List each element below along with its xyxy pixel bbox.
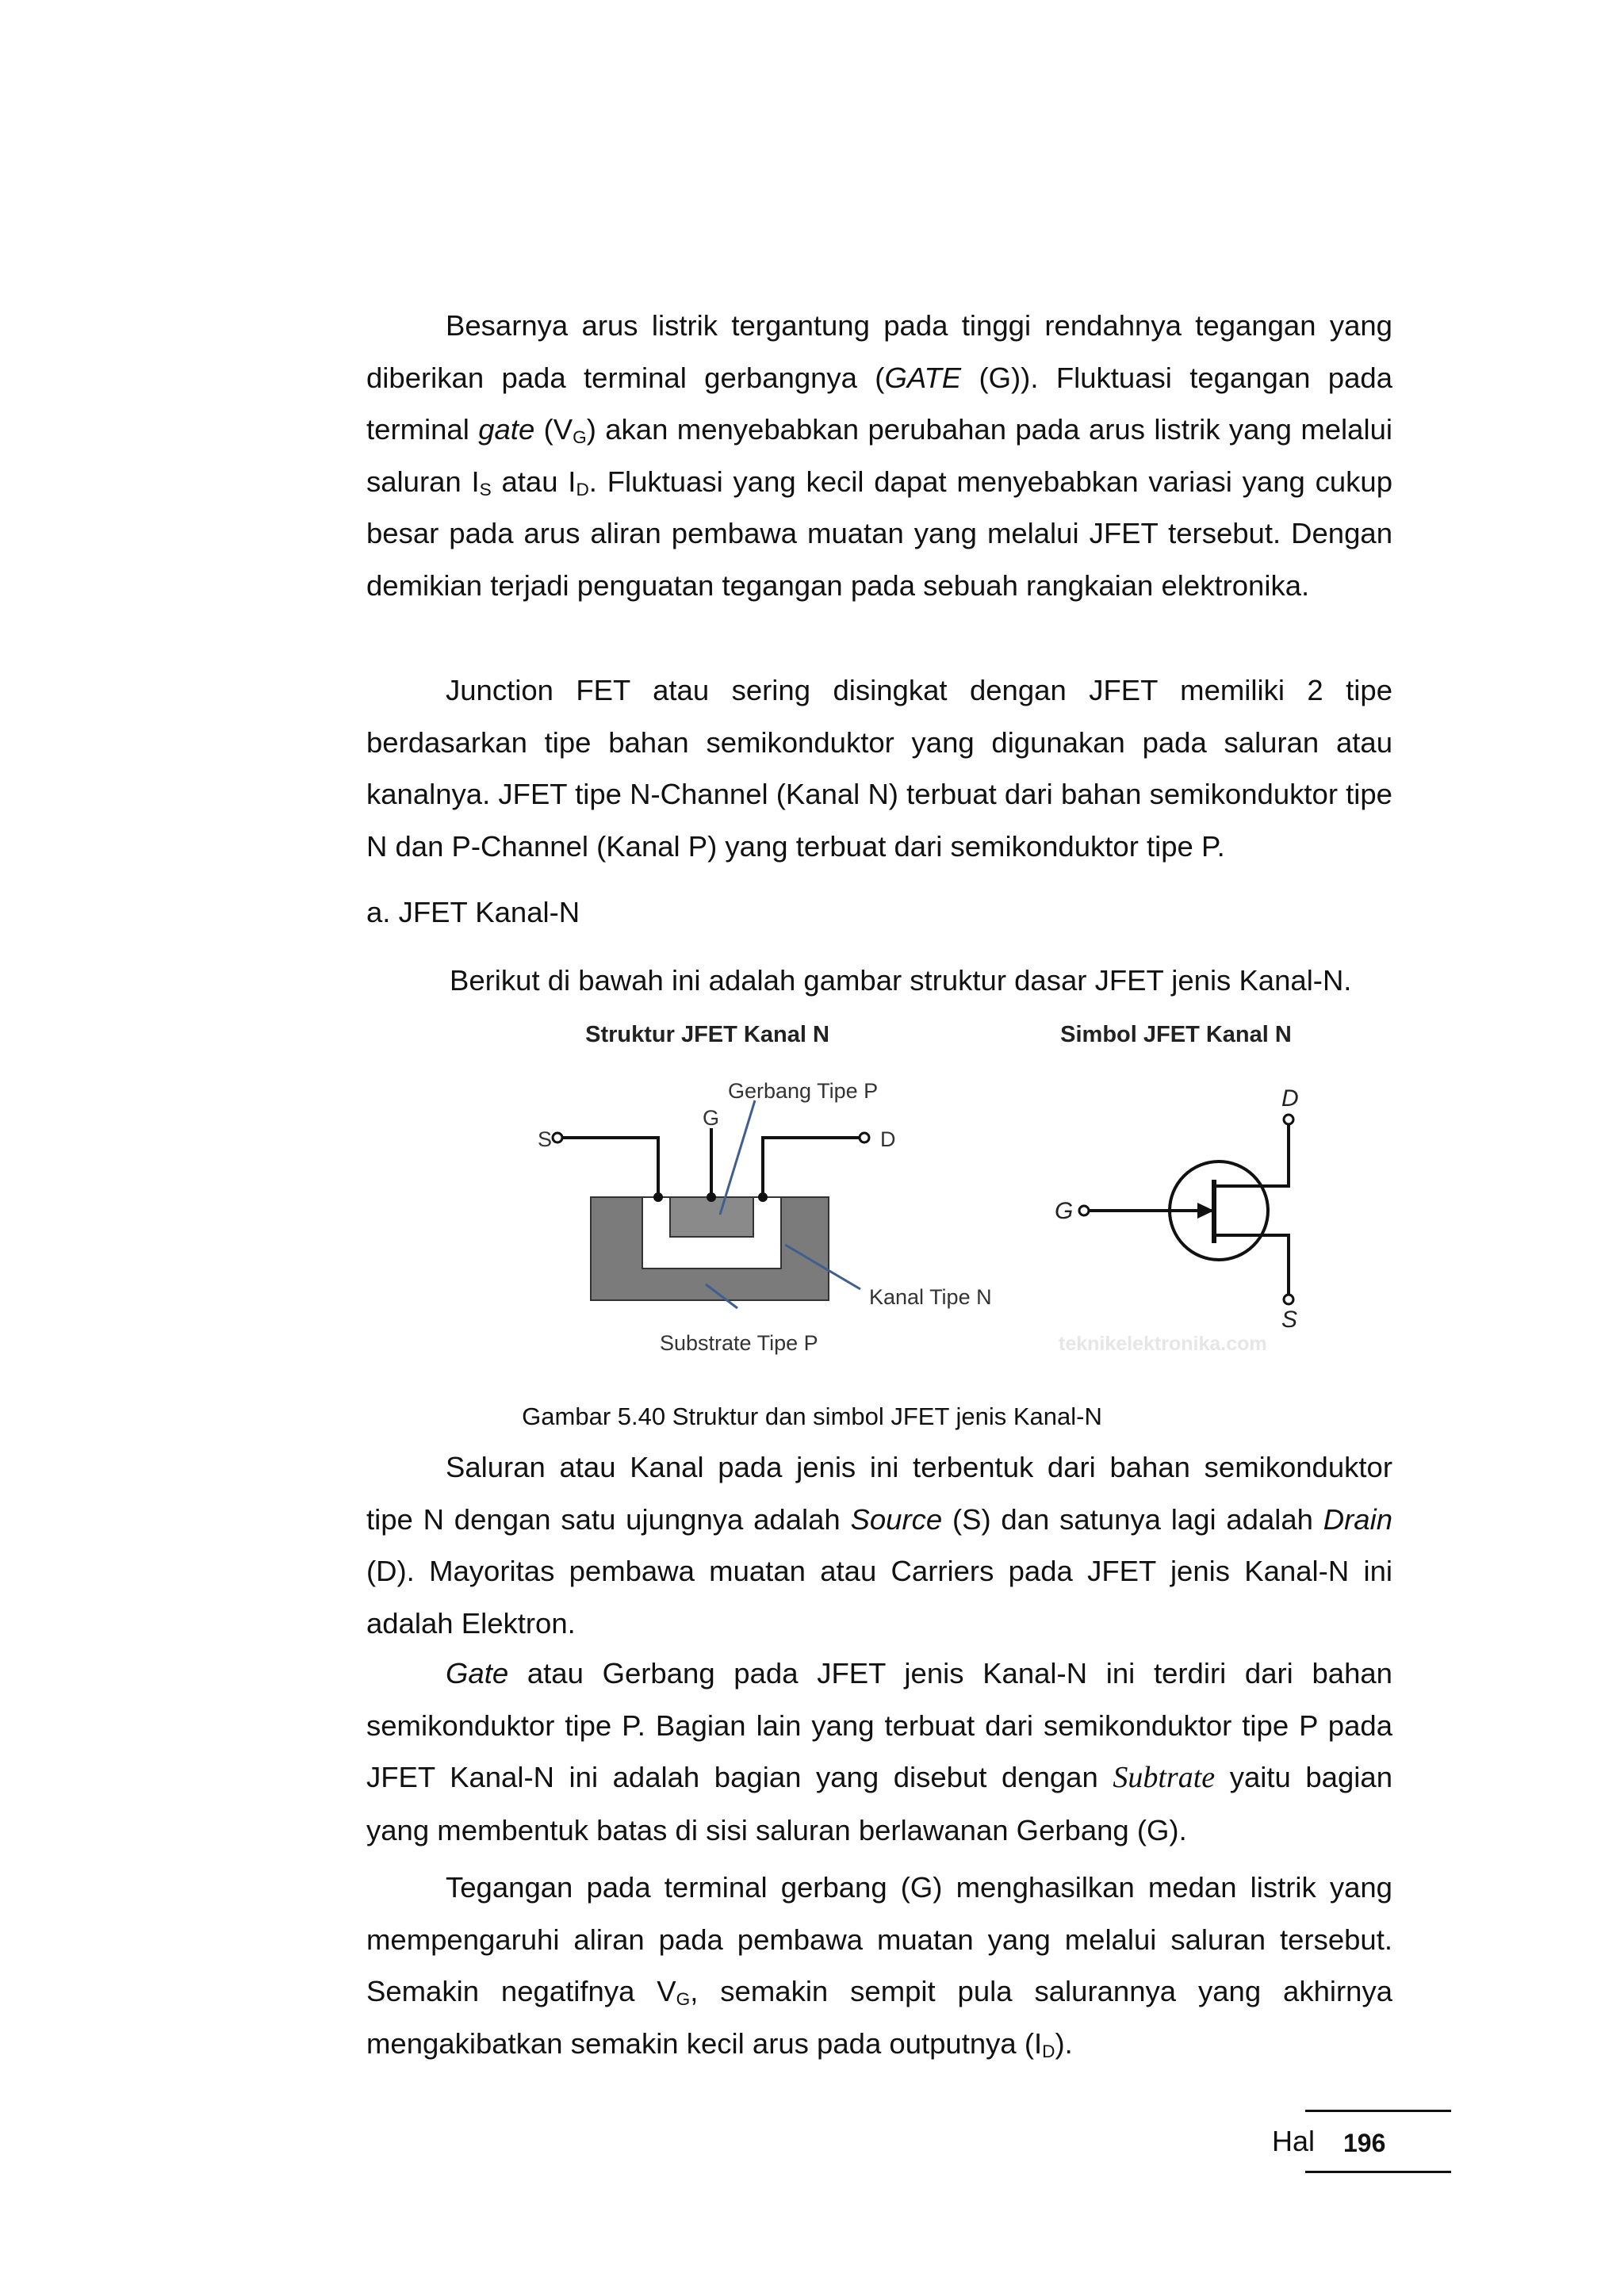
text-block-5 <box>366 1862 1392 2069</box>
paragraph-4-text-b: atau Gerbang pada JFET jenis Kanal-N ini terdiri dari bahan semikonduktor tipe P. Bagian lain yang terbuat dari semikonduktor tipe P pada JFET Kanal-N ini adalah bagian yang disebut dengan <box>366 1657 1392 1793</box>
page-label: Hal <box>1272 2125 1316 2157</box>
structure-title: Struktur JFET Kanal N <box>585 1022 829 1047</box>
jfet-figure <box>508 1007 1300 1372</box>
page-number: 196 <box>1343 2129 1386 2157</box>
paragraph-3 <box>366 1441 1392 1649</box>
paragraph-1-text-i: atau I <box>491 465 576 498</box>
paragraph-3-text-a: Saluran atau Kanal pada jenis ini terbentuk dari bahan semikonduktor tipe N dengan satu ujungnya adalah <box>366 1451 1392 1536</box>
gate-region <box>670 1197 753 1237</box>
figure-caption: Gambar 5.40 Struktur dan simbol JFET jenis Kanal-N <box>522 1402 1102 1430</box>
source-terminal <box>553 1133 562 1142</box>
drain-wire <box>763 1138 860 1197</box>
symbol-source-terminal <box>1284 1295 1293 1304</box>
subscript-d: D <box>576 479 589 499</box>
source-wire <box>561 1138 658 1197</box>
symbol-diagram <box>1055 1022 1299 1355</box>
symbol-title: Simbol JFET Kanal N <box>1060 1022 1292 1047</box>
label-s: S <box>538 1127 553 1151</box>
symbol-arrow <box>1197 1203 1214 1219</box>
paragraph-3-text-c: (S) dan satunya lagi adalah <box>942 1502 1323 1536</box>
structure-diagram <box>538 1022 992 1355</box>
paragraph-1-text-c: (G)). Fluktuasi tegangan pada terminal <box>366 361 1392 446</box>
gate-italic: Gate <box>446 1657 509 1689</box>
subscript-s: S <box>479 479 492 499</box>
text-block-2 <box>366 664 1392 872</box>
paragraph-1-gate-word: gate <box>478 413 535 446</box>
footer-rule-bottom <box>1305 2171 1451 2173</box>
symbol-label-d: D <box>1281 1085 1299 1112</box>
source-italic: Source <box>850 1502 943 1536</box>
subtrate-italic: Subtrate <box>1113 1761 1216 1794</box>
label-g: G <box>703 1106 720 1130</box>
text-block-4 <box>366 1647 1392 1856</box>
paragraph-1-text-e: (V <box>534 413 573 446</box>
subscript-d-2: D <box>1042 2041 1055 2061</box>
paragraph-4-text-d: yaitu bagian yang membentuk batas di sisi saluran berlawanan Gerbang (G). <box>366 1761 1392 1846</box>
subscript-g: G <box>573 427 587 447</box>
paragraph-5 <box>366 1862 1392 2069</box>
paragraph-5-text-e: ). <box>1055 2026 1073 2060</box>
symbol-gate-terminal <box>1079 1206 1089 1215</box>
label-substrate: Substrate Tipe P <box>660 1331 818 1355</box>
label-kanal: Kanal Tipe N <box>869 1285 992 1309</box>
symbol-label-s: S <box>1281 1307 1298 1333</box>
subscript-g-2: G <box>676 1988 691 2009</box>
paragraph-1-text-g: ) akan menyebabkan perubahan pada arus listrik yang melalui saluran I <box>366 413 1392 498</box>
text-block-1 <box>366 300 1392 611</box>
symbol-drain-lead <box>1214 1124 1289 1186</box>
paragraph-1-text-a: Besarnya arus listrik tergantung pada tinggi rendahnya tegangan yang diberikan pada terminal gerbangnya ( <box>366 309 1392 394</box>
symbol-source-lead <box>1214 1235 1289 1295</box>
paragraph-1-text-k: . Fluktuasi yang kecil dapat menyebabkan variasi yang cukup besar pada arus aliran pembawa muatan yang melalui JFET tersebut. Dengan demikian terjadi penguatan tegangan pada sebuah rangkaian elektronika. <box>366 465 1392 602</box>
drain-italic: Drain <box>1323 1502 1392 1536</box>
paragraph-3-text-e: (D). Mayoritas pembawa muatan atau Carriers pada JFET jenis Kanal-N ini adalah Elektron. <box>366 1555 1392 1640</box>
paragraph-1 <box>366 300 1392 611</box>
text-block-3 <box>366 1441 1392 1649</box>
paragraph-5-text-c: , semakin sempit pula salurannya yang akhirnya mengakibatkan semakin kecil arus pada outputnya (I <box>366 1975 1392 2060</box>
drain-terminal <box>860 1133 869 1142</box>
paragraph-1-gate-italic: GATE <box>884 361 962 394</box>
drain-junction-dot <box>758 1192 768 1202</box>
section-heading: a. JFET Kanal-N <box>366 896 580 928</box>
symbol-drain-terminal <box>1284 1115 1293 1124</box>
gate-junction-dot <box>707 1192 716 1202</box>
paragraph-2: Junction FET atau sering disingkat dengan JFET memiliki 2 tipe berdasarkan tipe bahan semikonduktor yang digunakan pada saluran atau kanalnya. JFET tipe N-Channel (Kanal N) terbuat dari bahan semikonduktor tipe N dan P-Channel (Kanal P) yang terbuat dari semikonduktor tipe P. <box>366 674 1392 863</box>
label-d: D <box>880 1127 896 1151</box>
label-gerbang: Gerbang Tipe P <box>728 1079 879 1103</box>
paragraph-4 <box>366 1647 1392 1856</box>
footer-rule-top <box>1305 2110 1451 2112</box>
symbol-label-g: G <box>1055 1198 1074 1224</box>
paragraph-5-text-a: Tegangan pada terminal gerbang (G) menghasilkan medan listrik yang mempengaruhi aliran pada pembawa muatan yang melalui saluran tersebut. Semakin negatifnya V <box>366 1871 1392 2007</box>
source-junction-dot <box>653 1192 663 1202</box>
figure-intro: Berikut di bawah ini adalah gambar struktur dasar JFET jenis Kanal-N. <box>450 964 1352 997</box>
watermark: teknikelektronika.com <box>1059 1333 1267 1355</box>
